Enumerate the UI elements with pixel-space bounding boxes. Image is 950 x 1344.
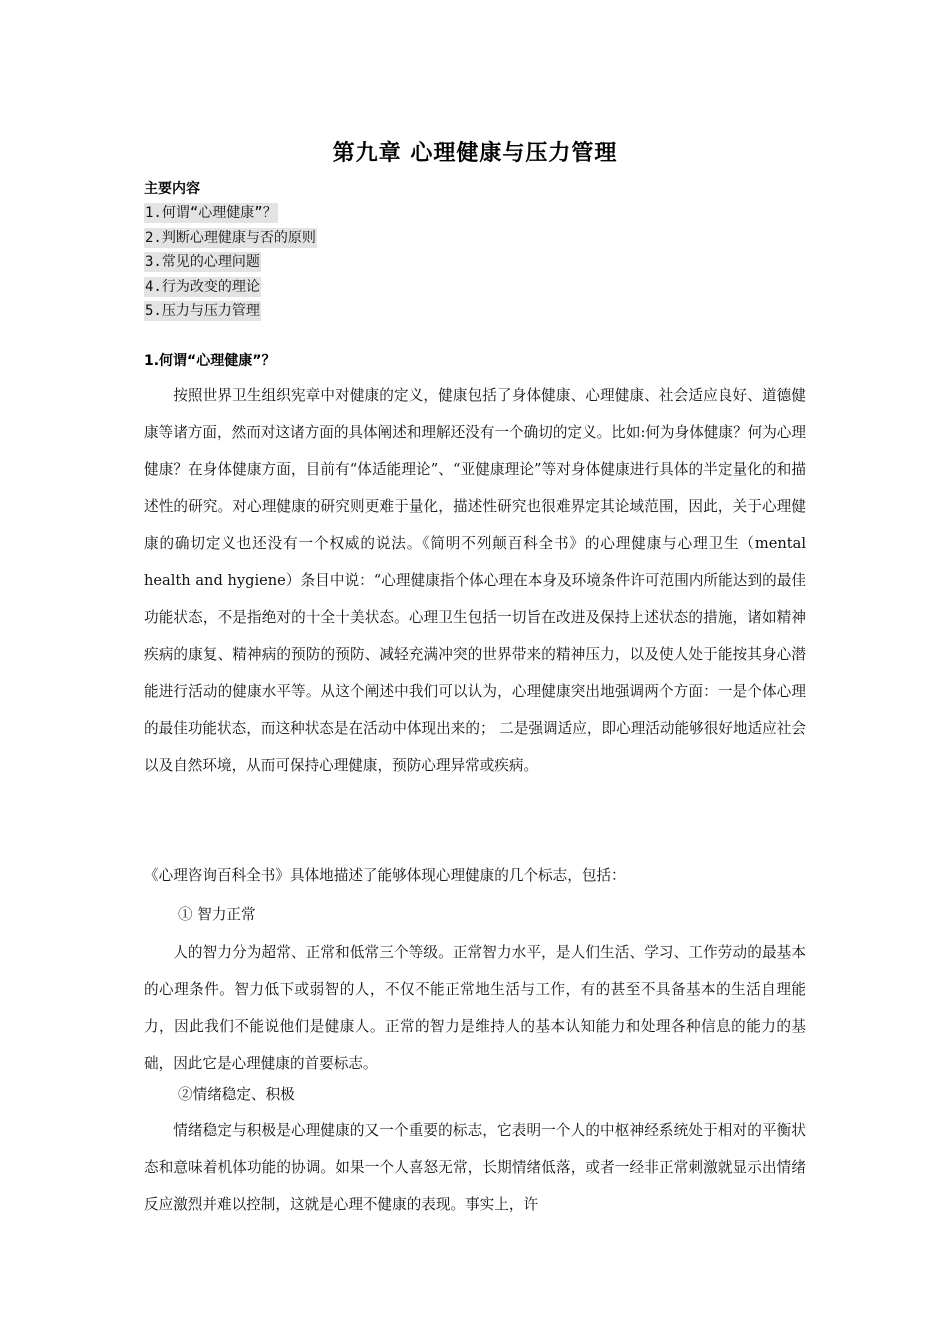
toc-item-label: 5.压力与压力管理	[145, 303, 260, 319]
toc-item	[144, 276, 317, 301]
chapter-title: 第九章 心理健康与压力管理	[332, 141, 618, 166]
body-paragraph: 人的智力分为超常、正常和低常三个等级。正常智力水平，是人们生活、学习、工作劳动的最基本的心理条件。智力低下或弱智的人，不仅不能正常地生活与工作，有的甚至不具备基本的生活自理能力，因此我们不能说他们是健康人。正常的智力是维持人的基本认知能力和处理各种信息的能力的基础，因此它是心理健康的首要标志。	[144, 944, 806, 1072]
toc-item	[144, 227, 317, 252]
body-paragraph: 《心理咨询百科全书》具体地描述了能够体现心理健康的几个标志，包括：	[144, 867, 626, 884]
toc-item-label: 3.常见的心理问题	[145, 254, 260, 270]
body-paragraph: 按照世界卫生组织宪章中对健康的定义，健康包括了身体健康、心理健康、社会适应良好、道德健康等诸方面，然而对这诸方面的具体阐述和理解还没有一个确切的定义。比如:何为身体健康？何为心理健康？在身体健康方面，目前有“体适能理论”、“亚健康理论”等对身体健康进行具体的半定量化的和描述性的研究。对心理健康的研究则更难于量化，描述性研究也很难界定其论域范围，因此，关于心理健康的确切定义也还没有一个权威的说法。《简明不列颠百科全书》的心理健康与心理卫生（mental health and hygiene）条目中说：“心理健康指个体心理在本身及环境条件许可范围内所能达到的最佳功能状态，不是指绝对的十全十美状态。心理卫生包括一切旨在改进及保持上述状态的措施，诸如精神疾病的康复、精神病的预防的预防、减轻充满冲突的世界带来的精神压力，以及使人处于能按其身心潜能进行活动的健康水平等。从这个阐述中我们可以认为，心理健康突出地强调两个方面：一是个体心理的最佳功能状态，而这种状态是在活动中体现出来的； 二是强调适应，即心理活动能够很好地适应社会以及自然环境，从而可保持心理健康，预防心理异常或疾病。	[144, 387, 806, 774]
list-item-heading: ① 智力正常	[178, 906, 256, 923]
body-paragraph: 情绪稳定与积极是心理健康的又一个重要的标志，它表明一个人的中枢神经系统处于相对的平衡状态和意味着机体功能的协调。如果一个人喜怒无常，长期情绪低落，或者一经非正常刺激就显示出情绪反应激烈并难以控制，这就是心理不健康的表现。事实上，许	[144, 1122, 806, 1213]
toc-item-label: 4.行为改变的理论	[145, 278, 260, 295]
toc-item	[144, 300, 317, 325]
toc-heading: 主要内容	[144, 181, 200, 197]
toc-item-label: 1.何谓“心理健康”？	[145, 205, 277, 221]
section-heading: 1.何谓“心理健康”？	[144, 353, 276, 369]
toc-item	[144, 202, 317, 227]
toc-item-label: 2.判断心理健康与否的原则	[145, 229, 316, 246]
toc-item	[144, 251, 317, 276]
list-item-heading: ②情绪稳定、积极	[178, 1086, 295, 1103]
table-of-contents	[144, 202, 317, 325]
